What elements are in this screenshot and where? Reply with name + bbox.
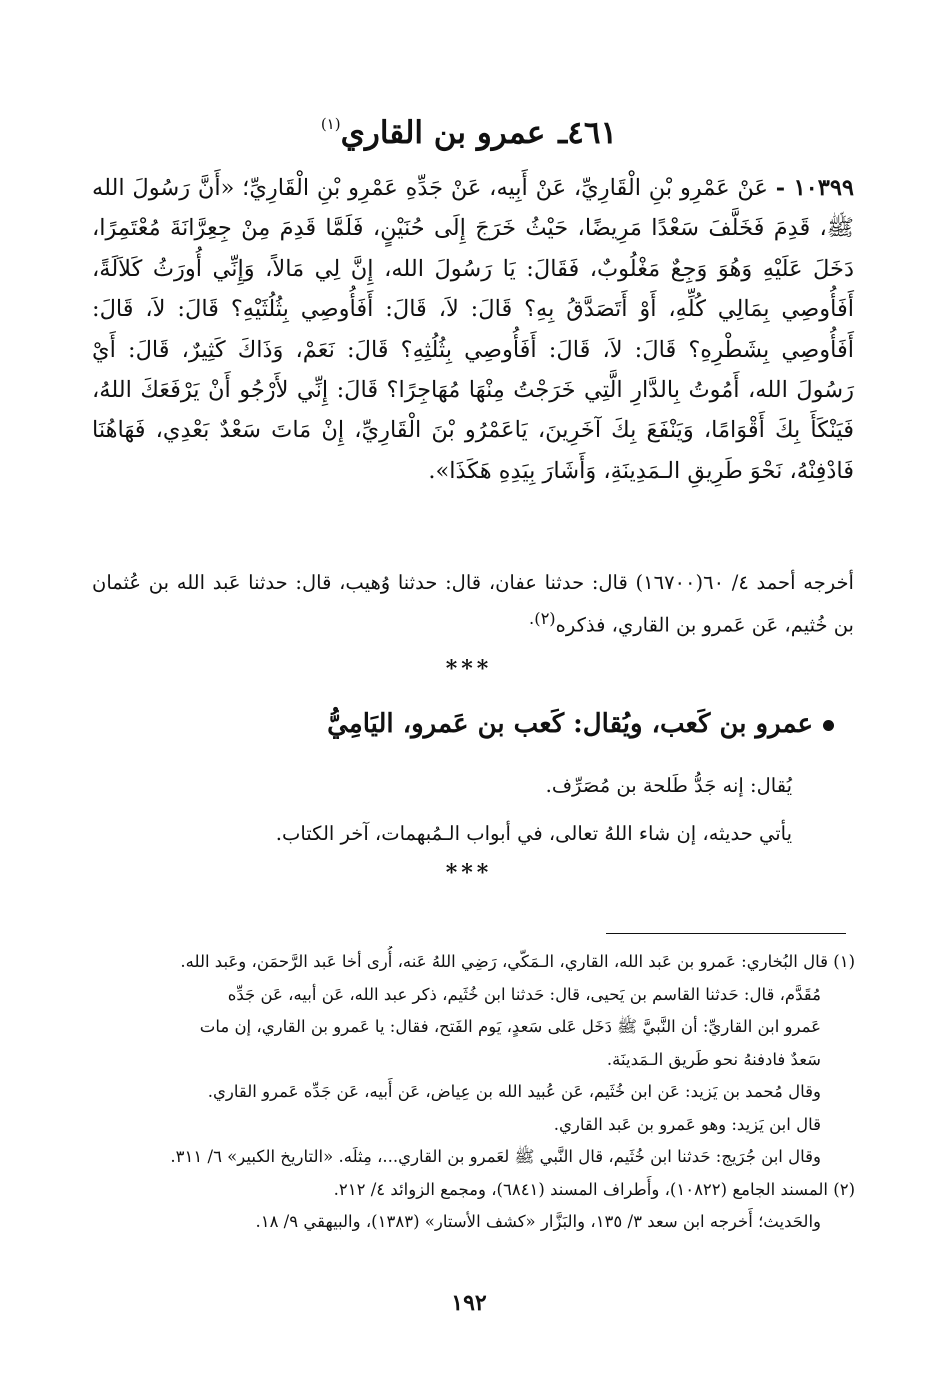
footnote-line: (١) قال البُخاري: عَمرو بن عَبد الله، القاري، الـمَكّي، رَضِي اللهُ عَنه، أُرى أخا عَبد الرَّحمَن، وعَبد الله.: [180, 952, 855, 971]
section-heading-text: عمرو بن كَعب، ويُقال: كَعب بن عَمرو، اليَامِيُّ: [327, 709, 813, 739]
section-note: يأتي حديثه، إن شاء اللهُ تعالى، في أبواب الـمُبهمات، آخر الكتاب.: [275, 822, 792, 845]
footnote-line: والحَديث؛ أَخرجه ابن سعد ٣/ ١٣٥، والبَزَّار «كشف الأستار» (١٣٨٣)، والبيهقي ٩/ ١٨.: [255, 1212, 821, 1231]
section-heading: [92, 700, 854, 748]
footnote-divider: [606, 933, 846, 934]
footnote-line: عَمرو ابن القاريِّ: أن النَّبيَّ ﷺ دَخَل عَلى سَعدٍ، يَوم الفَتح، فقال: يا عَمرو بن القاري، إن مات: [199, 1017, 821, 1036]
hadith-number: ١٠٣٩٩ -: [775, 175, 854, 201]
section-separator: ***: [445, 860, 493, 886]
section-separator: ***: [445, 656, 493, 682]
footnote-line: وقال ابن جُرَيج: حَدثنا ابن خُثَيم، قال النَّبي ﷺ لعَمرو بن القاري...، مِثلَه. «التاريخ الكبير» ٦/ ٣١١.: [170, 1147, 821, 1166]
chapter-number: ٤٦١ـ: [558, 115, 618, 151]
chapter-title: [90, 100, 848, 157]
takhrij-paragraph: [92, 565, 854, 644]
footnote-line: قال ابن يَزيد: وهو عَمرو بن عَبد القاري.: [553, 1114, 821, 1134]
takhrij-footnote-ref: (٢).: [529, 609, 556, 628]
chapter-name: عمرو بن القاري: [340, 115, 546, 151]
footnote-line: وقال مُحمد بن يَزيد: عَن ابن خُثَيم، عَن عُبيد الله بن عِياض، عَن أَبيه، عَن جَدِّه عَمرو القاري.: [207, 1082, 821, 1101]
hadith-body: عَنْ عَمْرِو بْنِ الْقَارِيِّ، عَنْ أَبِيه، عَنْ جَدِّهِ عَمْرِو بْنِ الْقَارِيِّ؛ «أَنَّ رَسُولَ الله ﷺ، قَدِمَ فَخَلَّفَ سَعْدًا مَرِيضًا، حَيْثُ خَرَجَ إِلَى حُنَيْنٍ، فَلَمَّا قَدِمَ مِنْ جِعِرَّانَةَ مُعْتَمِرًا، دَخَلَ عَلَيْهِ وَهُوَ وَجِعٌ مَغْلُوبٌ، فَقَالَ: يَا رَسُولَ الله، إِنَّ لِي مَالاً، وَإِنِّي أُورَثُ كَلاَلَةً، أَفَأُوصِي بِمَالِي كُلِّهِ، أَوْ أَتَصَدَّقُ بِهِ؟ قَالَ: لاَ، قَالَ: أَفَأُوصِي بِثُلُثَيْهِ؟ قَالَ: لاَ، قَالَ: أَفَأُوصِي بِشَطْرِهِ؟ قَالَ: لاَ، قَالَ: أَفَأُوصِي بِثُلُثِهِ؟ قَالَ: نَعَمْ، وَذَاكَ كَثِيرٌ، قَالَ: أَيْ رَسُولَ الله، أَمُوتُ بِالدَّارِ الَّتِي خَرَجْتُ مِنْهَا مُهَاجِرًا؟ قَالَ: إِنِّي لأَرْجُو أَنْ يَرْفَعَكَ اللهُ، فَيَنْكَأَ بِكَ أَقْوَامًا، وَيَنْفَعَ بِكَ آخَرِينَ، يَاعَمْرُو بْنَ الْقَارِيِّ، إِنْ مَاتَ سَعْدٌ بَعْدِي، فَهَاهُنَا فَادْفِنْهُ، نَحْوَ طَرِيقِ الـمَدِينَةِ، وَأَشَارَ بِيَدِهِ هَكَذَا».: [92, 175, 854, 484]
footnotes: [95, 946, 855, 1239]
takhrij-text: أخرجه أحمد ٤/ ٦٠(١٦٧٠٠) قال: حدثنا عفان، قال: حدثنا وُهيب، قال: حدثنا عَبد الله بن عُثمان بن خُثيم، عَن عَمرو بن القاري، فذكره: [92, 571, 854, 637]
footnote-line: (٢) المسند الجامع (١٠٨٢٢)، وأَطراف المسند (٦٨٤١)، ومجمع الزوائد ٤/ ٢١٢.: [333, 1179, 855, 1199]
footnote-line: سَعدٌ فادفنهُ نحو طَريق الـمَدينَة.: [606, 1049, 821, 1069]
section-note: يُقال: إنه جَدُّ طَلحة بن مُصَرِّف.: [545, 774, 792, 797]
chapter-footnote-ref: (١): [320, 115, 341, 133]
bullet-icon: [823, 720, 834, 731]
page-number: ١٩٢: [451, 1290, 487, 1316]
hadith-text: [92, 168, 854, 491]
footnote-line: مُقَدَّم، قال: حَدثنا القاسم بن يَحيى، قال: حَدثنا ابن خُثَيم، ذكر عبد الله، عَن أبيه، عَن جَدِّه: [227, 984, 821, 1004]
